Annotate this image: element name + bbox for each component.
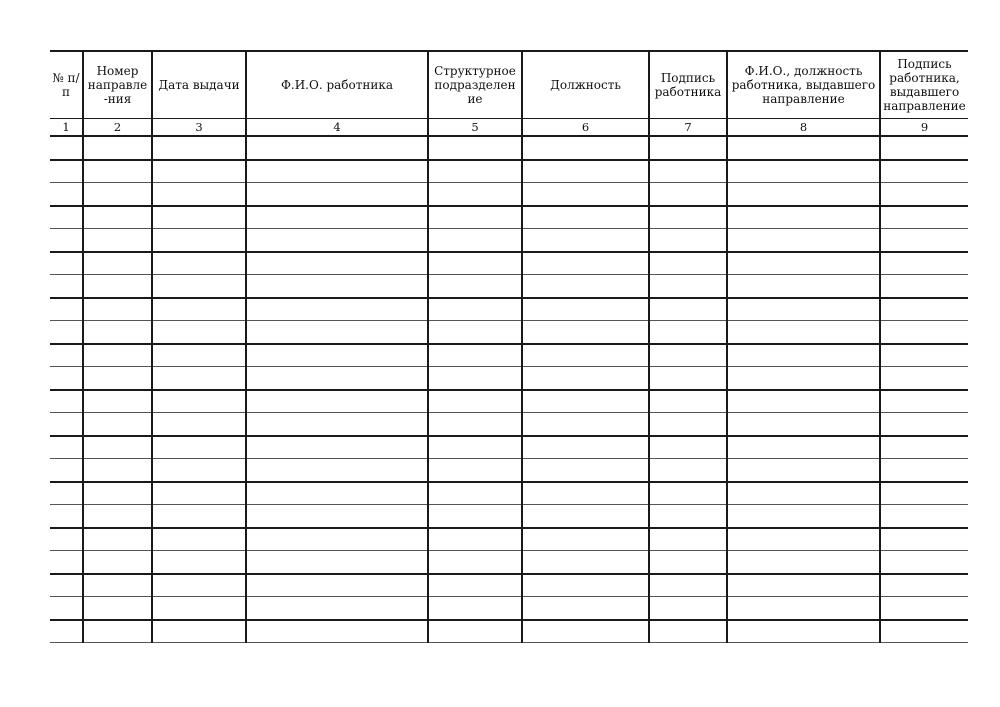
- table-cell: [880, 298, 968, 321]
- table-row: [50, 252, 968, 275]
- table-cell: [522, 252, 649, 275]
- table-cell: [246, 160, 428, 183]
- header-cell-employee-signature: [649, 51, 727, 119]
- table-row: [50, 459, 968, 482]
- table-cell: [152, 183, 246, 206]
- column-number: 1: [50, 119, 83, 137]
- column-number: 5: [428, 119, 522, 137]
- table-cell: [649, 275, 727, 298]
- header-cell-issue-date: [152, 51, 246, 119]
- table-cell: [246, 298, 428, 321]
- table-cell: [428, 413, 522, 436]
- table-cell: [649, 344, 727, 367]
- table-cell: [428, 252, 522, 275]
- table-cell: [246, 505, 428, 528]
- table-cell: [727, 136, 880, 160]
- column-number: 8: [727, 119, 880, 137]
- table-cell: [50, 390, 83, 413]
- table-cell: [880, 574, 968, 597]
- table-cell: [152, 413, 246, 436]
- table-cell: [83, 459, 152, 482]
- table-cell: [428, 551, 522, 574]
- table-cell: [152, 275, 246, 298]
- header-cell-department: [428, 51, 522, 119]
- table-cell: [152, 206, 246, 229]
- header-label: Подпись работника: [654, 71, 722, 99]
- table-row: [50, 160, 968, 183]
- table-cell: [727, 528, 880, 551]
- table-cell: [246, 436, 428, 459]
- table-cell: [727, 413, 880, 436]
- table-cell: [522, 413, 649, 436]
- table-cell: [522, 436, 649, 459]
- table-cell: [83, 597, 152, 620]
- table-cell: [649, 436, 727, 459]
- journal-sheet: [50, 50, 968, 643]
- table-cell: [522, 505, 649, 528]
- table-cell: [522, 482, 649, 505]
- table-cell: [83, 229, 152, 252]
- table-cell: [428, 574, 522, 597]
- table-cell: [246, 528, 428, 551]
- table-cell: [50, 229, 83, 252]
- table-row: [50, 298, 968, 321]
- table-cell: [649, 229, 727, 252]
- table-cell: [522, 528, 649, 551]
- table-cell: [246, 229, 428, 252]
- table-cell: [152, 252, 246, 275]
- table-cell: [152, 321, 246, 344]
- table-cell: [727, 620, 880, 643]
- table-cell: [649, 597, 727, 620]
- table-cell: [83, 436, 152, 459]
- table-cell: [727, 321, 880, 344]
- table-cell: [727, 160, 880, 183]
- table-cell: [83, 252, 152, 275]
- table-cell: [428, 436, 522, 459]
- table-cell: [152, 160, 246, 183]
- header-cell-issuer-signature: [880, 51, 968, 119]
- header-label: Дата выдачи: [158, 78, 240, 92]
- table-cell: [83, 160, 152, 183]
- table-row: [50, 183, 968, 206]
- table-cell: [522, 367, 649, 390]
- table-cell: [649, 183, 727, 206]
- table-row: [50, 206, 968, 229]
- table-cell: [428, 344, 522, 367]
- header-cell-issuer-name-position: [727, 51, 880, 119]
- header-label: Структурное подразделение: [434, 64, 516, 106]
- table-row: [50, 390, 968, 413]
- header-label: Ф.И.О., должность работника, выдавшего направление: [731, 64, 876, 106]
- table-cell: [152, 344, 246, 367]
- table-cell: [649, 367, 727, 390]
- table-cell: [649, 298, 727, 321]
- table-cell: [152, 298, 246, 321]
- column-number: 6: [522, 119, 649, 137]
- table-cell: [83, 367, 152, 390]
- table-cell: [428, 620, 522, 643]
- table-cell: [246, 390, 428, 413]
- column-number: 2: [83, 119, 152, 137]
- header-label: Подпись работника, выдавшего направление: [883, 57, 966, 113]
- table-cell: [727, 298, 880, 321]
- table-row: [50, 344, 968, 367]
- table-cell: [83, 620, 152, 643]
- table-cell: [649, 390, 727, 413]
- table-cell: [727, 459, 880, 482]
- table-cell: [83, 136, 152, 160]
- table-cell: [649, 574, 727, 597]
- table-cell: [50, 551, 83, 574]
- table-row: [50, 367, 968, 390]
- table-cell: [649, 551, 727, 574]
- table-cell: [428, 136, 522, 160]
- table-cell: [727, 252, 880, 275]
- table-cell: [246, 206, 428, 229]
- table-cell: [246, 459, 428, 482]
- column-number: 7: [649, 119, 727, 137]
- table-cell: [428, 505, 522, 528]
- table-cell: [880, 436, 968, 459]
- table-cell: [428, 275, 522, 298]
- table-cell: [880, 390, 968, 413]
- table-cell: [727, 344, 880, 367]
- table-cell: [522, 183, 649, 206]
- header-label: Номер направле-ния: [87, 64, 148, 106]
- header-label: Ф.И.О. работника: [280, 78, 394, 92]
- table-cell: [522, 206, 649, 229]
- table-cell: [522, 275, 649, 298]
- table-cell: [880, 459, 968, 482]
- table-cell: [50, 183, 83, 206]
- table-cell: [50, 505, 83, 528]
- table-cell: [83, 528, 152, 551]
- table-cell: [50, 620, 83, 643]
- table-cell: [880, 229, 968, 252]
- table-cell: [152, 367, 246, 390]
- table-cell: [649, 620, 727, 643]
- table-cell: [152, 136, 246, 160]
- table-row: [50, 229, 968, 252]
- table-row: [50, 321, 968, 344]
- table-cell: [50, 275, 83, 298]
- table-cell: [50, 413, 83, 436]
- table-cell: [880, 206, 968, 229]
- table-row: [50, 482, 968, 505]
- table-cell: [880, 183, 968, 206]
- table-cell: [880, 344, 968, 367]
- table-cell: [50, 344, 83, 367]
- table-cell: [880, 551, 968, 574]
- table-row: [50, 528, 968, 551]
- table-cell: [727, 206, 880, 229]
- table-cell: [880, 505, 968, 528]
- table-cell: [522, 344, 649, 367]
- table-cell: [880, 136, 968, 160]
- table-cell: [246, 620, 428, 643]
- table-cell: [246, 551, 428, 574]
- table-cell: [246, 367, 428, 390]
- table-cell: [83, 482, 152, 505]
- journal-table: [50, 50, 968, 643]
- table-cell: [649, 160, 727, 183]
- table-cell: [83, 551, 152, 574]
- table-cell: [880, 413, 968, 436]
- table-cell: [428, 367, 522, 390]
- table-cell: [152, 436, 246, 459]
- table-cell: [649, 413, 727, 436]
- header-row: [50, 51, 968, 119]
- table-cell: [649, 321, 727, 344]
- table-cell: [880, 367, 968, 390]
- table-cell: [428, 206, 522, 229]
- table-cell: [152, 459, 246, 482]
- table-cell: [246, 275, 428, 298]
- table-cell: [522, 459, 649, 482]
- table-cell: [246, 574, 428, 597]
- table-cell: [522, 229, 649, 252]
- table-cell: [152, 482, 246, 505]
- table-cell: [83, 206, 152, 229]
- table-cell: [50, 252, 83, 275]
- table-cell: [246, 321, 428, 344]
- table-cell: [649, 252, 727, 275]
- table-row: [50, 275, 968, 298]
- table-cell: [522, 321, 649, 344]
- column-number: 9: [880, 119, 968, 137]
- table-cell: [428, 321, 522, 344]
- table-row: [50, 597, 968, 620]
- table-cell: [727, 183, 880, 206]
- table-cell: [880, 252, 968, 275]
- table-cell: [522, 298, 649, 321]
- table-cell: [649, 528, 727, 551]
- table-cell: [649, 482, 727, 505]
- table-row: [50, 574, 968, 597]
- column-number-row: [50, 119, 968, 137]
- table-cell: [428, 298, 522, 321]
- table-row: [50, 436, 968, 459]
- header-cell-employee-name: [246, 51, 428, 119]
- table-cell: [152, 390, 246, 413]
- table-cell: [50, 482, 83, 505]
- table-cell: [50, 321, 83, 344]
- table-cell: [246, 482, 428, 505]
- table-cell: [83, 344, 152, 367]
- table-row: [50, 413, 968, 436]
- table-cell: [649, 206, 727, 229]
- header-label: № п/п: [52, 71, 80, 99]
- table-cell: [83, 321, 152, 344]
- table-cell: [50, 136, 83, 160]
- table-cell: [246, 344, 428, 367]
- table-cell: [83, 298, 152, 321]
- table-cell: [428, 482, 522, 505]
- table-cell: [50, 459, 83, 482]
- table-cell: [152, 528, 246, 551]
- table-cell: [83, 275, 152, 298]
- table-cell: [152, 574, 246, 597]
- table-cell: [880, 528, 968, 551]
- table-cell: [246, 183, 428, 206]
- table-cell: [50, 160, 83, 183]
- table-cell: [152, 597, 246, 620]
- table-cell: [649, 459, 727, 482]
- table-cell: [428, 528, 522, 551]
- table-cell: [522, 551, 649, 574]
- table-cell: [83, 390, 152, 413]
- table-cell: [727, 574, 880, 597]
- table-row: [50, 551, 968, 574]
- table-cell: [727, 482, 880, 505]
- table-cell: [880, 620, 968, 643]
- header-cell-position: [522, 51, 649, 119]
- table-row: [50, 505, 968, 528]
- header-cell-no: [50, 51, 83, 119]
- table-cell: [880, 160, 968, 183]
- table-cell: [428, 183, 522, 206]
- table-cell: [152, 229, 246, 252]
- header-cell-direction-number: [83, 51, 152, 119]
- table-cell: [727, 367, 880, 390]
- table-cell: [522, 620, 649, 643]
- table-cell: [428, 160, 522, 183]
- table-cell: [50, 528, 83, 551]
- table-cell: [83, 183, 152, 206]
- table-cell: [152, 551, 246, 574]
- table-cell: [727, 390, 880, 413]
- table-cell: [50, 597, 83, 620]
- table-cell: [428, 597, 522, 620]
- table-cell: [50, 436, 83, 459]
- table-cell: [50, 574, 83, 597]
- table-cell: [727, 505, 880, 528]
- column-number: 3: [152, 119, 246, 137]
- table-cell: [880, 597, 968, 620]
- header-label: Должность: [550, 78, 621, 92]
- table-cell: [246, 252, 428, 275]
- table-cell: [50, 298, 83, 321]
- table-cell: [880, 275, 968, 298]
- table-cell: [428, 229, 522, 252]
- table-cell: [880, 321, 968, 344]
- table-cell: [649, 505, 727, 528]
- table-cell: [522, 136, 649, 160]
- table-cell: [83, 574, 152, 597]
- table-row: [50, 620, 968, 643]
- table-cell: [152, 620, 246, 643]
- table-cell: [152, 505, 246, 528]
- table-cell: [522, 597, 649, 620]
- table-cell: [522, 160, 649, 183]
- table-cell: [428, 390, 522, 413]
- table-cell: [727, 275, 880, 298]
- table-cell: [522, 574, 649, 597]
- table-cell: [522, 390, 649, 413]
- table-row: [50, 136, 968, 160]
- table-cell: [727, 551, 880, 574]
- column-number: 4: [246, 119, 428, 137]
- table-cell: [428, 459, 522, 482]
- table-cell: [727, 597, 880, 620]
- table-cell: [727, 229, 880, 252]
- table-cell: [246, 413, 428, 436]
- table-cell: [649, 136, 727, 160]
- table-cell: [246, 136, 428, 160]
- table-cell: [83, 505, 152, 528]
- table-cell: [83, 413, 152, 436]
- table-cell: [727, 436, 880, 459]
- table-cell: [50, 206, 83, 229]
- table-cell: [246, 597, 428, 620]
- table-cell: [880, 482, 968, 505]
- table-cell: [50, 367, 83, 390]
